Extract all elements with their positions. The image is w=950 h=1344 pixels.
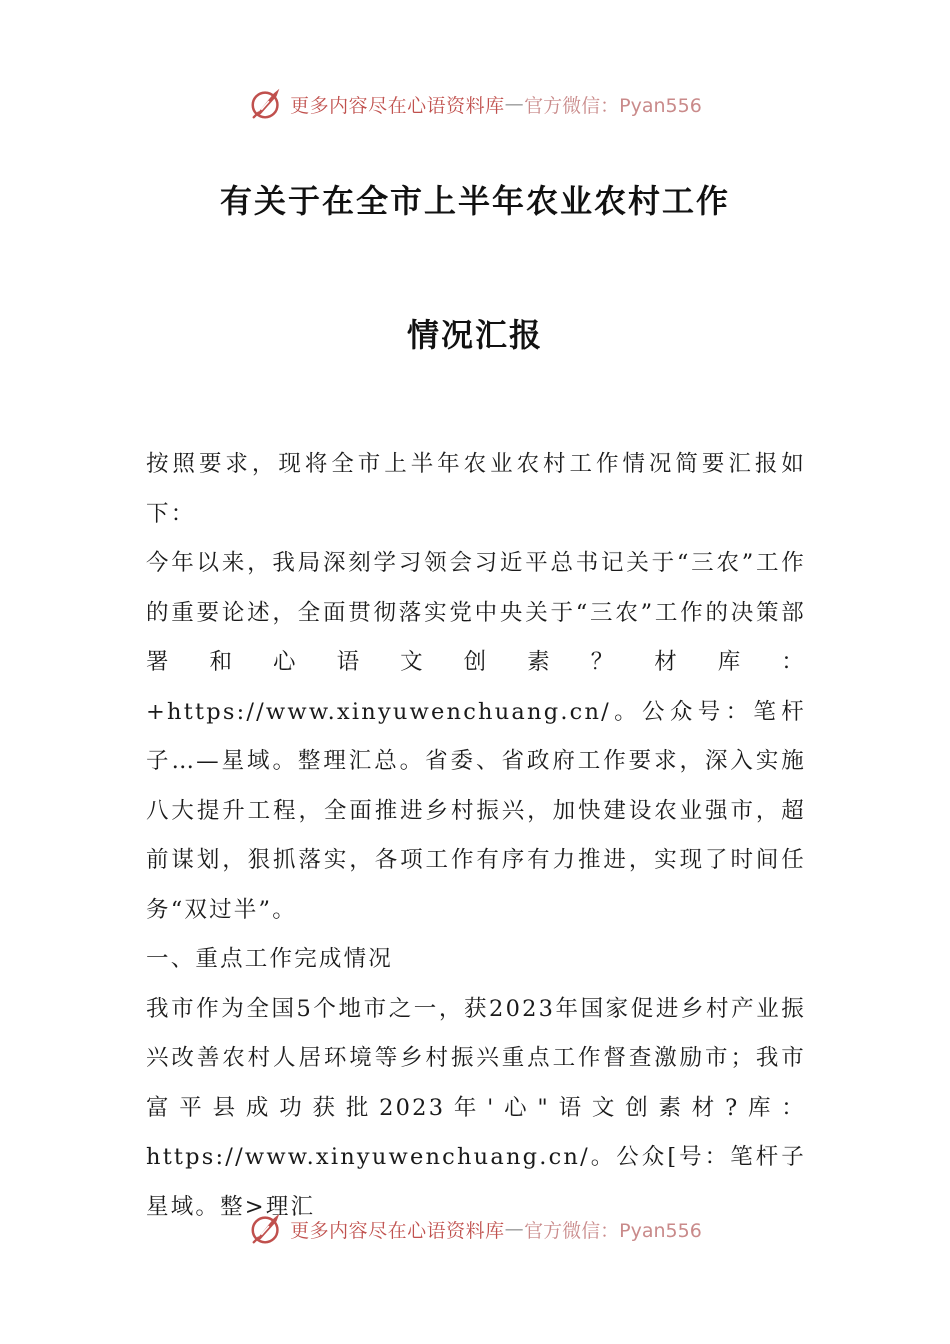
paragraph-intro: 按照要求，现将全市上半年农业农村工作情况简要汇报如下：	[146, 451, 806, 527]
quill-logo-icon	[248, 85, 286, 123]
paragraph-achievements: 我市作为全国5个地市之一，获2023年国家促进乡村产业振兴改善农村人居环境等乡村振兴重点工作督查激励市；我市富平县成功获批2023年'心"语文创素材?库：https://www.xinyuwenchuang.cn/。公众[号：笔杆子星域。整>理汇	[146, 995, 806, 1220]
watermark-contact: 官方微信：Pyan556	[524, 94, 702, 117]
watermark-separator: —	[504, 1218, 525, 1240]
document-title-line1: 有关于在全市上半年农业农村工作	[219, 182, 730, 220]
watermark-text: 更多内容尽在心语资料库	[290, 94, 505, 117]
watermark-banner-top	[0, 80, 950, 128]
document-body	[146, 440, 806, 1232]
watermark-separator: —	[504, 93, 525, 115]
document-title-line2: 情况汇报	[406, 316, 543, 354]
watermark-text: 更多内容尽在心语资料库	[290, 1219, 505, 1242]
quill-logo-icon	[248, 1210, 286, 1248]
watermark-banner-bottom	[0, 1205, 950, 1253]
section-heading: 一、重点工作完成情况	[146, 946, 394, 972]
watermark-contact: 官方微信：Pyan556	[524, 1219, 702, 1242]
paragraph-overview: 今年以来，我局深刻学习领会习近平总书记关于“三农”工作的重要论述，全面贯彻落实党中央关于“三农”工作的决策部署和心语文创素？材库：+https://www.xinyuwenchuang.cn/。公众号：笔杆子…—星域。整理汇总。省委、省政府工作要求，深入实施八大提升工程，全面推进乡村振兴，加快建设农业强市，超前谋划，狠抓落实，各项工作有序有力推进，实现了时间任务“双过半”。	[146, 550, 806, 923]
